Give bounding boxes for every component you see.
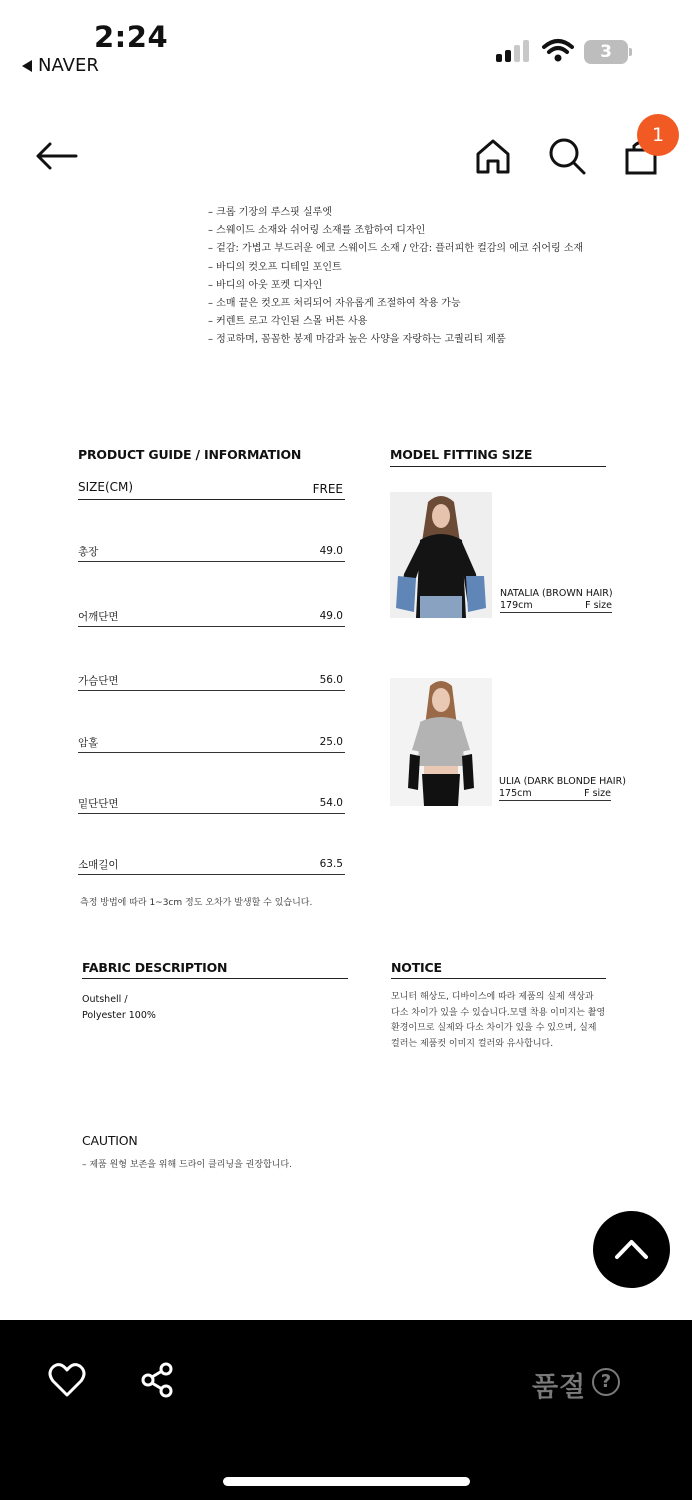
model-figure-image [390, 492, 492, 618]
bottom-action-bar [0, 1320, 692, 1500]
model-height: 175cm [499, 788, 532, 799]
size-row-value: 54.0 [319, 797, 343, 809]
model-name: ULIA (DARK BLONDE HAIR) [499, 776, 626, 787]
notice-line: 컬러는 제품컷 이미지 컬러와 유사합니다. [391, 1038, 554, 1049]
model-photo-natalia[interactable] [390, 492, 492, 618]
back-arrow-icon[interactable] [34, 140, 78, 172]
size-row-value: 49.0 [319, 545, 343, 557]
notice-title: NOTICE [391, 960, 442, 975]
back-app-label: NAVER [38, 55, 99, 76]
cart-count-badge: 1 [637, 114, 679, 156]
battery-level: 3 [584, 40, 628, 64]
notice-text [391, 990, 621, 1052]
size-row-label: 암홀 [78, 737, 99, 749]
size-row [78, 794, 345, 814]
model-fitting-title: MODEL FITTING SIZE [390, 447, 533, 462]
description-line: – 바디의 아웃 포켓 디자인 [208, 279, 323, 291]
size-row [78, 542, 345, 562]
size-label: SIZE(CM) [78, 480, 134, 494]
size-row-label: 가슴단면 [78, 675, 119, 687]
help-icon[interactable]: ? [592, 1368, 620, 1396]
model-size: F size [584, 788, 611, 799]
size-row-value: 49.0 [319, 610, 343, 622]
status-bar [0, 0, 692, 90]
caution-title: CAUTION [82, 1133, 138, 1148]
size-row-label: 어깨단면 [78, 611, 119, 623]
product-description [208, 204, 648, 354]
measurement-note: 측정 방법에 따라 1~3cm 정도 오차가 발생할 수 있습니다. [80, 898, 313, 908]
battery-icon [584, 40, 632, 64]
home-indicator[interactable] [223, 1477, 470, 1486]
wifi-icon [542, 38, 574, 62]
share-icon[interactable] [139, 1361, 177, 1399]
heart-icon[interactable] [48, 1362, 86, 1398]
notice-line: 다소 차이가 있을 수 있습니다.모델 착용 이미지는 촬영 [391, 1007, 606, 1018]
size-row-value: 63.5 [319, 858, 343, 870]
model-photo-ulia[interactable] [390, 678, 492, 806]
notice-line: 환경이므로 실제와 다소 차이가 있을 수 있으며, 실제 [391, 1023, 597, 1033]
size-row [78, 607, 345, 627]
description-line: – 커렌트 로고 각인된 스몰 버튼 사용 [208, 316, 368, 328]
fabric-divider [82, 978, 348, 979]
size-header-row [78, 480, 345, 500]
cellular-signal-icon [496, 40, 532, 62]
notice-divider [391, 978, 606, 979]
fabric-title: FABRIC DESCRIPTION [82, 960, 228, 975]
model-caption [499, 776, 626, 801]
size-value: FREE [312, 482, 343, 496]
notice-line: 모니터 해상도, 디바이스에 따라 제품의 실제 색상과 [391, 992, 594, 1002]
description-line: – 소매 끝은 컷오프 처리되어 자유롭게 조절하여 착용 가능 [208, 298, 461, 310]
model-fitting-divider [390, 466, 606, 467]
size-row [78, 855, 345, 875]
back-to-app-link[interactable] [22, 55, 99, 76]
caution-text: – 제품 원형 보존을 위해 드라이 클리닝을 권장합니다. [82, 1160, 292, 1170]
model-name: NATALIA (BROWN HAIR) [500, 588, 613, 599]
size-row-label: 소매길이 [78, 859, 119, 871]
app-header [0, 110, 692, 200]
back-triangle-icon [22, 60, 32, 72]
fabric-line: Polyester 100% [82, 1009, 156, 1021]
size-row-value: 25.0 [319, 736, 343, 748]
scroll-to-top-button[interactable] [593, 1211, 670, 1288]
fabric-text [82, 992, 156, 1023]
description-line: – 크롭 기장의 루스핏 실루엣 [208, 207, 332, 218]
size-row-value: 56.0 [319, 674, 343, 686]
size-row-label: 총장 [78, 546, 99, 558]
home-icon[interactable] [474, 137, 512, 175]
description-line: – 정교하며, 꼼꼼한 봉제 마감과 높은 사양을 자랑하는 고퀄리티 제품 [208, 334, 506, 346]
search-icon[interactable] [547, 136, 587, 176]
size-row [78, 733, 345, 753]
chevron-up-icon [593, 1211, 670, 1288]
product-guide-title: PRODUCT GUIDE / INFORMATION [78, 447, 302, 462]
size-row [78, 671, 345, 691]
model-height: 179cm [500, 600, 533, 611]
size-row-label: 밑단단면 [78, 798, 119, 810]
status-time: 2:24 [94, 20, 169, 54]
description-line: – 바디의 컷오프 디테일 포인트 [208, 261, 342, 273]
soldout-label: 품절 [532, 1372, 587, 1403]
description-line: – 겉감: 가볍고 부드러운 에코 스웨이드 소재 / 안감: 플러피한 컬감의 에코 쉬어링 소재 [208, 243, 584, 255]
model-caption [500, 588, 612, 613]
description-line: – 스웨이드 소재와 쉬어링 소재를 조합하여 디자인 [208, 225, 426, 237]
fabric-line: Outshell / [82, 994, 128, 1005]
model-size: F size [585, 600, 612, 611]
model-figure-image [390, 678, 492, 806]
